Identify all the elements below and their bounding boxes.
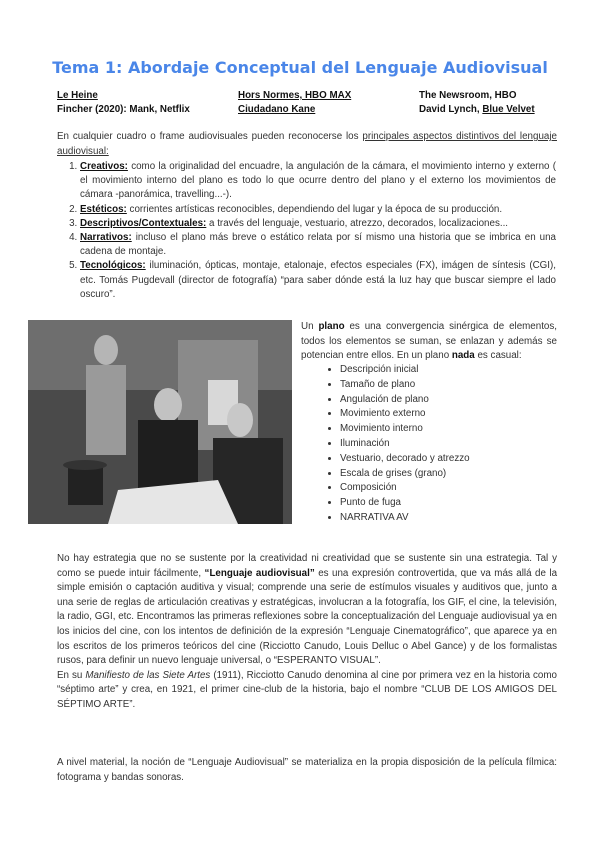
reference-link[interactable]: Ciudadano Kane — [238, 104, 316, 115]
film-still-image — [28, 320, 292, 524]
intro-paragraph — [57, 130, 557, 159]
aspect-item: 4. Narrativos: incluso el plano más breve o estático relata por sí mismo una historia que se imbrica en una cadena de montaje. — [80, 231, 556, 259]
reference-link[interactable]: Blue Velvet — [482, 104, 535, 115]
list-item: • Tamaño de plano — [340, 378, 590, 393]
aspect-item: 5. Tecnológicos: iluminación, ópticas, montaje, etalonaje, efectos especiales (FX), imágen de síntesis (CGI), etc. Tomás Pugdevall (director de fotografía) “para saber dónde está la luz hay que buscar siempre el lado oscuro”. — [80, 259, 556, 302]
list-item: • Escala de grises (grano) — [340, 467, 590, 482]
list-item: • Angulación de plano — [340, 393, 590, 408]
closing-paragraph: A nivel material, la noción de “Lenguaje Audiovisual” se materializa en la propia disposición de la película fílmica: fotograma y bandas sonoras. — [57, 757, 557, 783]
plano-paragraph: Un plano es una convergencia sinérgica de elementos, todos los elementos se suman, se enlazan y además se potencian entre ellos. En un plano nada es casual: — [301, 321, 557, 361]
list-item: • Descripción inicial — [340, 363, 590, 378]
aspect-item: 3. Descriptivos/Contextuales: a través del lenguaje, vestuario, atrezzo, decorados, localizaciones... — [80, 217, 556, 231]
intro-text: En cualquier cuadro o frame audiovisuales pueden reconocerse los — [57, 131, 363, 142]
body-paragraph: No hay estrategia que no se sustente por la creatividad ni creatividad que se sustente sin una estrategia. Tal y como se puede intuir fácilmente, “Lenguaje audiovisual” es una expresión controvertida, que va más allá de la simple emisión o captación auditiva y visual; comprende una serie de estímulos visuales y auditivos que, junto a una serie de reglas de articulación creativas y estratégicas, involucran a la fotografía, los GIF, el cine, la televisión, la radio, GGI, etc. Encontramos las primeras reflexiones sobre la conceptualización del Lenguaje audiovisual ya en los inicios del cine, con los intentos de definición de la expresión “Lenguaje Cinematográfico”, que aparece ya en los escritos de los primeros teóricos del cine (Ricciotto Canudo, Louis Delluc o Abel Gance) y de los formalistas rusos, para definir un nuevo lenguaje universal, o “ESPERANTO VISUAL”. En su Manifiesto de las Siete Artes (1911), Ricciotto Canudo denomina al cine por primera vez en la historia como “séptimo arte” y crea, en 1921, el primer cine-club de la historia, bajo el nombre “CLUB DE LOS AMIGOS DEL SÉPTIMO ARTE”. — [57, 553, 558, 710]
reference-text: Fincher (2020): Mank, Netflix — [57, 104, 190, 115]
film-still-illustration — [28, 320, 292, 524]
aspect-item: 2. Estéticos: corrientes artísticas reconocibles, dependiendo del lugar y la época de su producción. — [80, 203, 556, 217]
aspect-item: 1. Creativos: como la originalidad del encuadre, la angulación de la cámara, el movimiento interno y externo ( el movimiento interno del plano es todo lo que ocurre dentro del plano y el externo los movimientos de cámara -panorámica, travelling...-). — [80, 160, 556, 203]
list-item: • Punto de fuga — [340, 496, 590, 511]
reference-column-3 — [419, 89, 535, 117]
reference-column-1 — [57, 89, 190, 117]
reference-link[interactable]: Hors Normes, HBO MAX — [238, 90, 352, 101]
reference-text: David Lynch, — [419, 104, 483, 115]
reference-link[interactable]: Le Heine — [57, 90, 98, 101]
list-item: • Composición — [340, 481, 590, 496]
list-item: • Movimiento interno — [340, 422, 590, 437]
plano-elements-list — [300, 363, 590, 526]
intro-underlined: principales aspectos distintivos del lenguaje audiovisual: — [57, 131, 557, 157]
aspects-list — [38, 160, 556, 302]
list-item: • Movimiento externo — [340, 407, 590, 422]
list-item: • Iluminación — [340, 437, 590, 452]
reference-text: The Newsroom, HBO — [419, 90, 517, 101]
list-item: • NARRATIVA AV — [340, 511, 590, 526]
list-item: • Vestuario, decorado y atrezzo — [340, 452, 590, 467]
reference-column-2 — [238, 89, 351, 117]
document-title: Tema 1: Abordaje Conceptual del Lenguaje Audiovisual — [52, 58, 548, 77]
